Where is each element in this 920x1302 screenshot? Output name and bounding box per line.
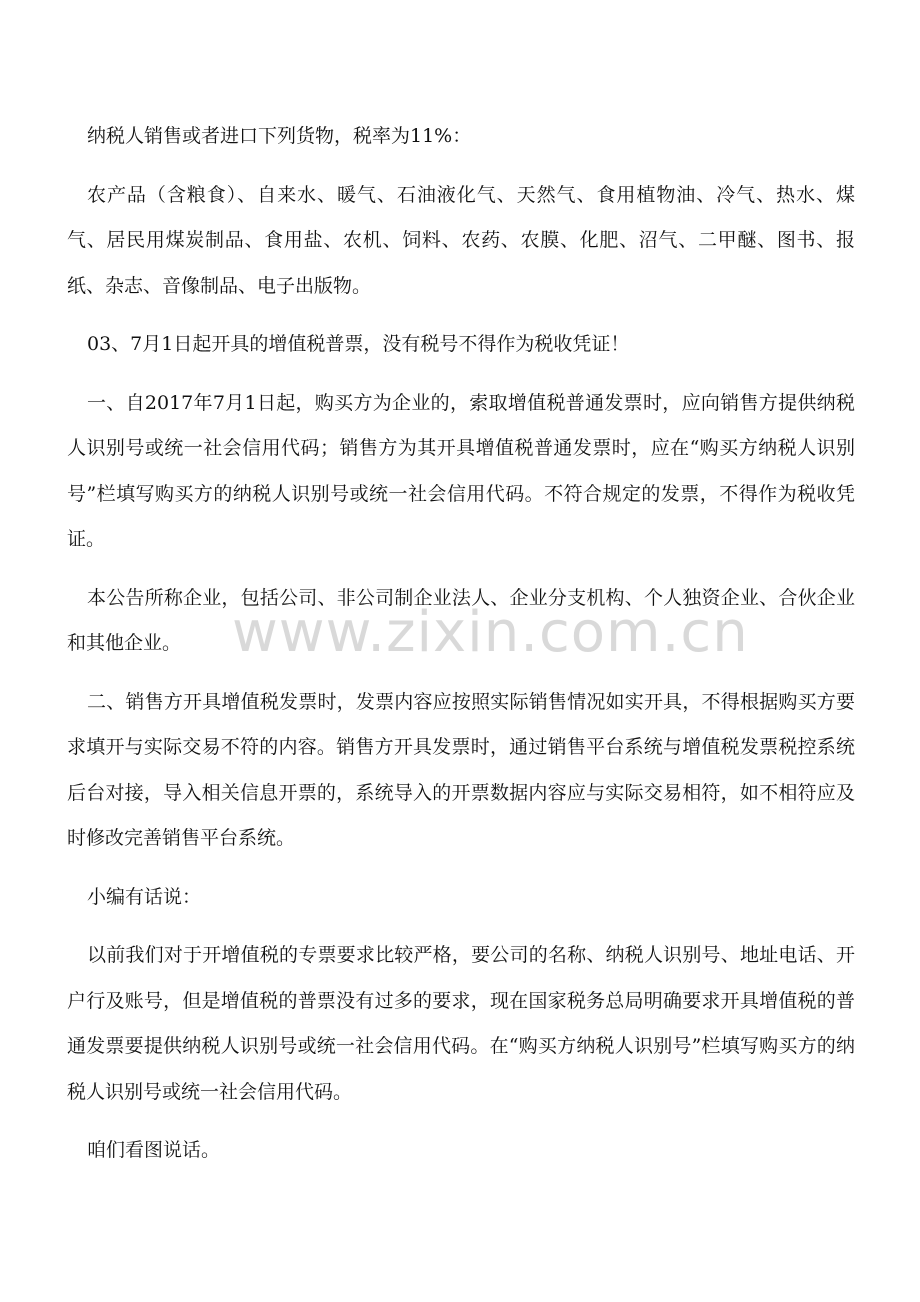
paragraph-rule-two: 二、销售方开具增值税发票时，发票内容应按照实际销售情况如实开具，不得根据购买方要求填开与实际交易不符的内容。销售方开具发票时，通过销售平台系统与增值税发票税控系统后台对接，导入相关信息开票的，系统导入的开票数据内容应与实际交易相符，如不相符应及时修改完善销售平台系统。 xyxy=(67,690,855,849)
watermark: www.zixin.com.cn xyxy=(232,600,749,665)
paragraph-tax-rate-intro: 纳税人销售或者进口下列货物，税率为11%： xyxy=(87,125,472,147)
document-body xyxy=(67,114,855,1187)
paragraph-closing: 咱们看图说话。 xyxy=(87,1139,221,1161)
paragraph-goods-list: 农产品（含粮食）、自来水、暖气、石油液化气、天然气、食用植物油、冷气、热水、煤气、居民用煤炭制品、食用盐、农机、饲料、农药、农膜、化肥、沼气、二甲醚、图书、报纸、杂志、音像制品、电子出版物。 xyxy=(67,183,855,297)
paragraph-enterprise-definition: 本公告所称企业，包括公司、非公司制企业法人、企业分支机构、个人独资企业、合伙企业和其他企业。 xyxy=(67,586,855,654)
paragraph-editor-note-heading: 小编有话说： xyxy=(87,885,202,908)
paragraph-editor-note: 以前我们对于开增值税的专票要求比较严格，要公司的名称、纳税人识别号、地址电话、开户行及账号，但是增值税的普票没有过多的要求，现在国家税务总局明确要求开具增值税的普通发票要提供纳税人识别号或统一社会信用代码。在“购买方纳税人识别号”栏填写购买方的纳税人识别号或统一社会信用代码。 xyxy=(67,944,855,1103)
paragraph-rule-one: 一、自2017年7月1日起，购买方为企业的，索取增值税普通发票时，应向销售方提供纳税人识别号或统一社会信用代码；销售方为其开具增值税普通发票时，应在“购买方纳税人识别号”栏填写购买方的纳税人识别号或统一社会信用代码。不符合规定的发票，不得作为税收凭证。 xyxy=(67,391,855,550)
paragraph-section-03-heading: 03、7月1日起开具的增值税普票，没有税号不得作为税收凭证！ xyxy=(87,333,630,355)
